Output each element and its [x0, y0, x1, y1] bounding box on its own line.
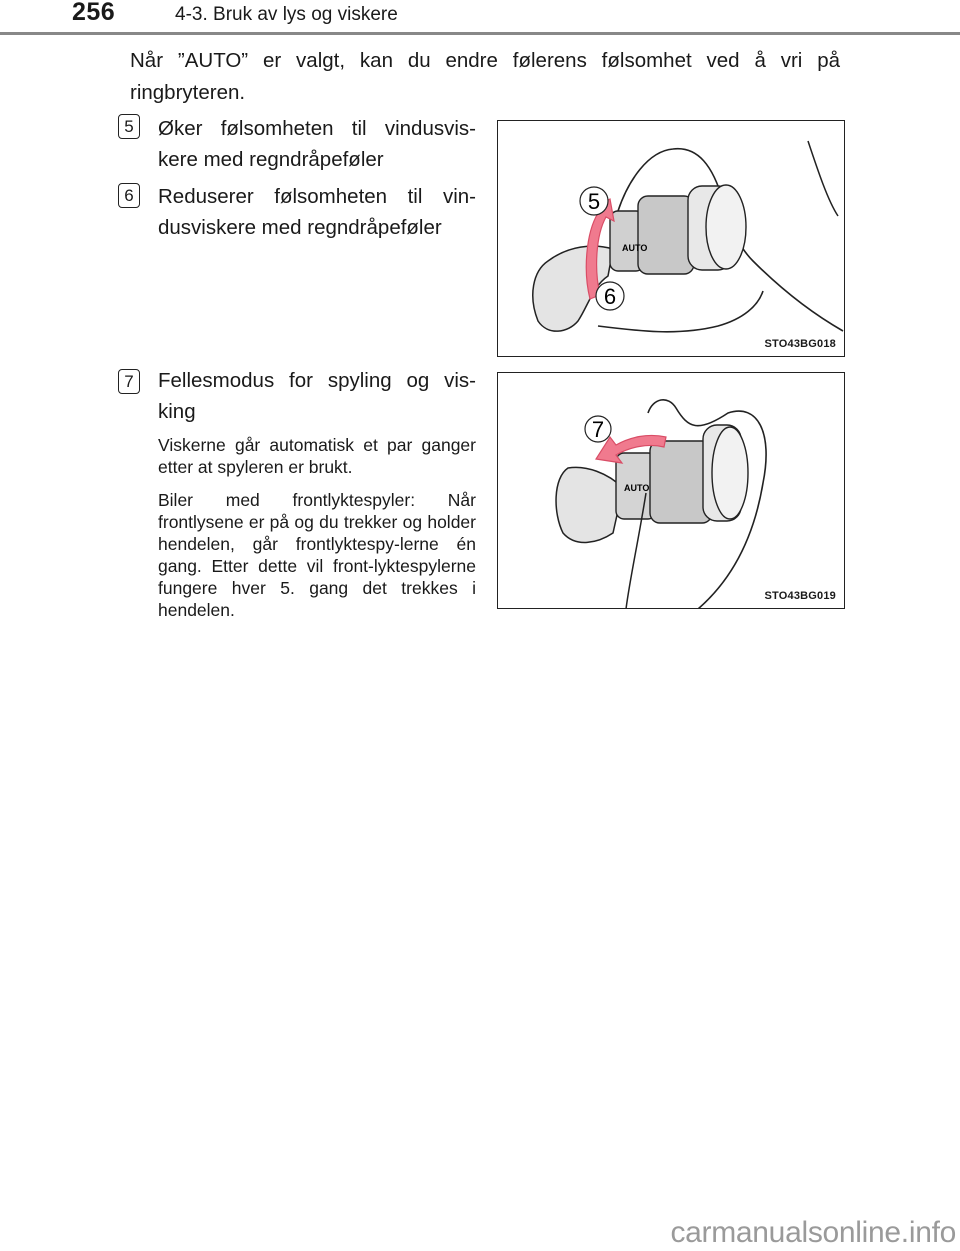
figure-1-illustration — [498, 121, 845, 357]
figure-wash-mode — [497, 372, 845, 609]
figure-2-code: STO43BG019 — [764, 590, 836, 602]
note-paragraph-1: Viskerne går automatisk et par ganger etter at spyleren er brukt. — [158, 435, 476, 477]
figure-1-callout-6: 6 — [603, 284, 617, 309]
figure-1-callout-5: 5 — [587, 189, 601, 214]
watermark: carmanualsonline.info — [670, 1216, 956, 1249]
figure-1-code: STO43BG018 — [764, 338, 836, 350]
item-marker-5: 5 — [118, 114, 140, 139]
header-rule — [0, 32, 960, 35]
intro-paragraph: Når ”AUTO” er valgt, kan du endre følerens følsomhet ved å vri på ringbryteren. — [130, 49, 840, 104]
figure-2-illustration — [498, 373, 845, 609]
page-number: 256 — [72, 0, 116, 26]
figure-sensitivity-dial — [497, 120, 845, 357]
figure-2-dial-label: AUTO — [624, 483, 650, 493]
item-text-6: Reduserer følsomheten til vin-dusviskere med regndråpeføler — [158, 185, 476, 239]
note-paragraph-2: Biler med frontlyktespyler: Når frontlysene er på og du trekker og holder hendelen, går frontlyktespy-lerne én gang. Etter dette vil front-lyktespylerne fungere hver 5. gang det trekkes i hendelen. — [158, 490, 476, 620]
item-marker-6: 6 — [118, 183, 140, 208]
figure-2-callout-7: 7 — [591, 417, 605, 442]
item-text-7: Fellesmodus for spyling og vis-king — [158, 369, 476, 423]
section-title: 4-3. Bruk av lys og viskere — [175, 4, 398, 25]
figure-1-dial-label: AUTO — [622, 243, 648, 253]
item-marker-7: 7 — [118, 369, 140, 394]
item-text-5: Øker følsomheten til vindusvis-kere med regndråpeføler — [158, 117, 476, 171]
